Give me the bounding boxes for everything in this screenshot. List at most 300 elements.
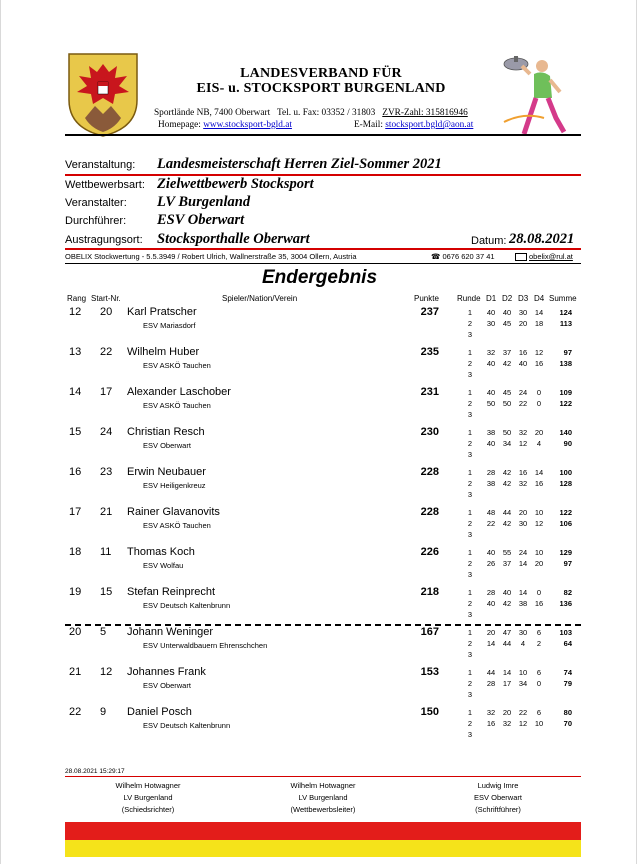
round-d2-value: 50 bbox=[502, 428, 512, 437]
round-d1-value: 40 bbox=[486, 308, 496, 317]
round-number: 2 bbox=[467, 679, 473, 688]
round-d2-value: 44 bbox=[502, 508, 512, 517]
round-row bbox=[1, 388, 637, 399]
result-start-number: 12 bbox=[100, 666, 113, 678]
round-d2-value: 14 bbox=[502, 668, 512, 677]
round-d3-value: 22 bbox=[518, 708, 528, 717]
result-club: ESV Mariasdorf bbox=[143, 321, 196, 330]
round-number: 1 bbox=[467, 508, 473, 517]
round-row bbox=[1, 508, 637, 519]
info-value: LV Burgenland bbox=[157, 194, 251, 210]
round-sum: 82 bbox=[563, 588, 572, 597]
homepage-link[interactable]: www.stocksport-bgld.at bbox=[203, 120, 292, 130]
signature-name: Wilhelm Hotwagner bbox=[115, 781, 181, 790]
round-d1-value: 40 bbox=[486, 548, 496, 557]
result-entry bbox=[1, 346, 637, 386]
round-d4-value: 6 bbox=[536, 628, 542, 637]
round-d4-value: 0 bbox=[536, 399, 542, 408]
round-number: 1 bbox=[467, 628, 473, 637]
header-round: Runde bbox=[457, 294, 481, 303]
round-d4-value: 0 bbox=[536, 588, 542, 597]
result-entry bbox=[1, 386, 637, 426]
result-points: 231 bbox=[420, 386, 439, 398]
round-number: 3 bbox=[467, 490, 473, 499]
info-label: Veranstalter: bbox=[65, 197, 127, 209]
result-player-name: Johannes Frank bbox=[127, 666, 206, 678]
federation-address bbox=[154, 108, 468, 118]
round-number: 1 bbox=[467, 308, 473, 317]
homepage-label: Homepage: bbox=[158, 120, 201, 130]
round-number: 1 bbox=[467, 548, 473, 557]
header-d1: D1 bbox=[486, 294, 497, 303]
round-d4-value: 14 bbox=[534, 308, 544, 317]
round-number: 3 bbox=[467, 730, 473, 739]
result-club: ESV Heiligenkreuz bbox=[143, 481, 206, 490]
title-line-2: EIS- u. STOCKSPORT BURGENLAND bbox=[196, 81, 446, 96]
round-row bbox=[1, 479, 637, 490]
round-row bbox=[1, 548, 637, 559]
round-number: 2 bbox=[467, 599, 473, 608]
round-d2-value: 42 bbox=[502, 468, 512, 477]
obelix-email bbox=[515, 252, 573, 261]
header-player: Spieler/Nation/Verein bbox=[222, 294, 298, 303]
result-start-number: 20 bbox=[100, 306, 113, 318]
round-number: 1 bbox=[467, 588, 473, 597]
round-d1-value: 28 bbox=[486, 588, 496, 597]
round-d3-value: 30 bbox=[518, 308, 528, 317]
round-d1-value: 50 bbox=[486, 399, 496, 408]
round-row bbox=[1, 319, 637, 330]
obelix-credit: OBELIX Stockwertung - 5.5.3949 / Robert Ulrich, Wallnerstraße 35, 3004 Ollern, Austria bbox=[65, 252, 357, 261]
zvr-text: ZVR-Zahl: 315816946 bbox=[382, 108, 468, 118]
result-points: 150 bbox=[420, 706, 439, 718]
round-row bbox=[1, 708, 637, 719]
header-d3: D3 bbox=[518, 294, 529, 303]
round-row bbox=[1, 679, 637, 690]
round-sum: 140 bbox=[559, 428, 572, 437]
round-d3-value: 40 bbox=[518, 359, 528, 368]
result-player-name: Johann Weninger bbox=[127, 626, 214, 638]
result-start-number: 21 bbox=[100, 506, 113, 518]
result-rank: 20 bbox=[69, 626, 82, 638]
round-d3-value: 4 bbox=[520, 639, 526, 648]
round-d4-value: 2 bbox=[536, 639, 542, 648]
round-d2-value: 34 bbox=[502, 439, 512, 448]
round-d4-value: 10 bbox=[534, 548, 544, 557]
round-d3-value: 32 bbox=[518, 428, 528, 437]
round-sum: 90 bbox=[563, 439, 572, 448]
round-sum: 129 bbox=[559, 548, 572, 557]
result-start-number: 5 bbox=[100, 626, 107, 638]
result-club: ESV ASKÖ Tauchen bbox=[143, 521, 211, 530]
round-d2-value: 42 bbox=[502, 599, 512, 608]
result-rank: 14 bbox=[69, 386, 82, 398]
round-d3-value: 22 bbox=[518, 399, 528, 408]
round-row bbox=[1, 490, 637, 501]
round-number: 3 bbox=[467, 370, 473, 379]
round-d3-value: 20 bbox=[518, 319, 528, 328]
info-value: Zielwettbewerb Stocksport bbox=[157, 176, 314, 192]
round-d4-value: 16 bbox=[534, 359, 544, 368]
result-rank: 15 bbox=[69, 426, 82, 438]
result-points: 228 bbox=[420, 506, 439, 518]
result-points: 226 bbox=[420, 546, 439, 558]
result-entry bbox=[1, 426, 637, 466]
round-d4-value: 4 bbox=[536, 439, 542, 448]
round-d4-value: 20 bbox=[534, 559, 544, 568]
round-d4-value: 10 bbox=[534, 719, 544, 728]
round-d1-value: 32 bbox=[486, 348, 496, 357]
email-link[interactable]: stocksport.bgld@aon.at bbox=[385, 120, 474, 130]
round-row bbox=[1, 599, 637, 610]
round-sum: 124 bbox=[559, 308, 572, 317]
round-sum: 100 bbox=[559, 468, 572, 477]
result-points: 228 bbox=[420, 466, 439, 478]
round-number: 1 bbox=[467, 468, 473, 477]
result-player-name: Alexander Laschober bbox=[127, 386, 231, 398]
result-entry bbox=[1, 306, 637, 346]
round-number: 1 bbox=[467, 668, 473, 677]
result-player-name: Wilhelm Huber bbox=[127, 346, 200, 358]
round-d1-value: 38 bbox=[486, 479, 496, 488]
round-sum: 64 bbox=[563, 639, 572, 648]
round-d3-value: 38 bbox=[518, 599, 528, 608]
signature-role: (Schiedsrichter) bbox=[121, 805, 175, 814]
round-d2-value: 45 bbox=[502, 388, 512, 397]
result-entry bbox=[1, 706, 637, 746]
round-number: 2 bbox=[467, 479, 473, 488]
round-d4-value: 12 bbox=[534, 519, 544, 528]
result-rank: 17 bbox=[69, 506, 82, 518]
result-player-name: Christian Resch bbox=[127, 426, 205, 438]
round-row bbox=[1, 610, 637, 621]
result-entry bbox=[1, 666, 637, 706]
result-rank: 22 bbox=[69, 706, 82, 718]
round-number: 3 bbox=[467, 570, 473, 579]
round-d1-value: 26 bbox=[486, 559, 496, 568]
round-d2-value: 50 bbox=[502, 399, 512, 408]
round-sum: 128 bbox=[559, 479, 572, 488]
round-d2-value: 37 bbox=[502, 348, 512, 357]
stocksport-player-illustration bbox=[494, 52, 570, 138]
result-club: ESV Oberwart bbox=[143, 441, 191, 450]
result-player-name: Thomas Koch bbox=[127, 546, 195, 558]
round-number: 2 bbox=[467, 319, 473, 328]
round-number: 3 bbox=[467, 330, 473, 339]
signature-block-competition-lead bbox=[253, 780, 393, 816]
result-points: 218 bbox=[420, 586, 439, 598]
signature-name: Ludwig Imre bbox=[477, 781, 519, 790]
round-d3-value: 30 bbox=[518, 519, 528, 528]
info-row-event bbox=[65, 156, 581, 174]
result-player-name: Rainer Glavanovits bbox=[127, 506, 220, 518]
round-number: 3 bbox=[467, 650, 473, 659]
round-d2-value: 44 bbox=[502, 639, 512, 648]
result-rank: 18 bbox=[69, 546, 82, 558]
round-number: 2 bbox=[467, 719, 473, 728]
round-row bbox=[1, 628, 637, 639]
info-label: Wettbewerbsart: bbox=[65, 179, 145, 191]
round-d3-value: 14 bbox=[518, 559, 528, 568]
round-row bbox=[1, 330, 637, 341]
round-number: 2 bbox=[467, 399, 473, 408]
round-number: 2 bbox=[467, 359, 473, 368]
result-start-number: 23 bbox=[100, 466, 113, 478]
result-start-number: 15 bbox=[100, 586, 113, 598]
flag-stripe-red bbox=[65, 822, 581, 840]
round-sum: 79 bbox=[563, 679, 572, 688]
round-number: 3 bbox=[467, 690, 473, 699]
info-label: Durchführer: bbox=[65, 215, 127, 227]
round-sum: 97 bbox=[563, 559, 572, 568]
round-sum: 70 bbox=[563, 719, 572, 728]
round-d4-value: 12 bbox=[534, 348, 544, 357]
result-club: ESV Wolfau bbox=[143, 561, 184, 570]
info-row-organizer bbox=[65, 194, 581, 212]
round-d4-value: 10 bbox=[534, 508, 544, 517]
round-sum: 103 bbox=[559, 628, 572, 637]
email-line bbox=[354, 120, 473, 130]
round-d1-value: 20 bbox=[486, 628, 496, 637]
round-row bbox=[1, 650, 637, 661]
round-row bbox=[1, 588, 637, 599]
info-value: Landesmeisterschaft Herren Ziel-Sommer 2021 bbox=[157, 156, 442, 172]
round-number: 3 bbox=[467, 610, 473, 619]
round-row bbox=[1, 468, 637, 479]
footer-divider bbox=[65, 776, 581, 777]
document-title: Endergebnis bbox=[261, 267, 378, 288]
round-d3-value: 24 bbox=[518, 388, 528, 397]
date-value: 28.08.2021 bbox=[509, 231, 575, 247]
result-rank: 19 bbox=[69, 586, 82, 598]
obelix-phone-number: 0676 620 37 41 bbox=[442, 252, 495, 261]
round-d3-value: 24 bbox=[518, 548, 528, 557]
round-row bbox=[1, 399, 637, 410]
result-points: 230 bbox=[420, 426, 439, 438]
header-start: Start-Nr. bbox=[91, 294, 121, 303]
info-row-type bbox=[65, 176, 581, 194]
round-d1-value: 48 bbox=[486, 508, 496, 517]
round-row bbox=[1, 359, 637, 370]
signature-org: LV Burgenland bbox=[298, 793, 348, 802]
flag-stripe-yellow bbox=[65, 840, 581, 857]
round-d1-value: 22 bbox=[486, 519, 496, 528]
signature-block-referee bbox=[78, 780, 218, 816]
result-points: 235 bbox=[420, 346, 439, 358]
round-number: 2 bbox=[467, 519, 473, 528]
round-sum: 136 bbox=[559, 599, 572, 608]
round-d3-value: 12 bbox=[518, 719, 528, 728]
round-row bbox=[1, 690, 637, 701]
address-text: Sportlände NB, 7400 Oberwart bbox=[154, 108, 271, 118]
obelix-phone bbox=[431, 252, 495, 261]
round-d1-value: 28 bbox=[486, 468, 496, 477]
round-sum: 106 bbox=[559, 519, 572, 528]
result-club: ESV ASKÖ Tauchen bbox=[143, 361, 211, 370]
result-start-number: 22 bbox=[100, 346, 113, 358]
round-d1-value: 40 bbox=[486, 599, 496, 608]
round-d1-value: 40 bbox=[486, 388, 496, 397]
round-number: 1 bbox=[467, 708, 473, 717]
round-d3-value: 10 bbox=[518, 668, 528, 677]
round-d2-value: 37 bbox=[502, 559, 512, 568]
round-row bbox=[1, 348, 637, 359]
round-d2-value: 40 bbox=[502, 308, 512, 317]
result-points: 167 bbox=[420, 626, 439, 638]
round-d2-value: 55 bbox=[502, 548, 512, 557]
signature-block-secretary bbox=[428, 780, 568, 816]
round-d4-value: 6 bbox=[536, 668, 542, 677]
phone-icon: ☎ bbox=[431, 252, 441, 261]
header-d4: D4 bbox=[534, 294, 545, 303]
envelope-icon bbox=[515, 253, 527, 261]
obelix-divider bbox=[65, 263, 581, 264]
round-number: 3 bbox=[467, 530, 473, 539]
result-rank: 21 bbox=[69, 666, 82, 678]
phone-fax-text: Tel. u. Fax: 03352 / 31803 bbox=[277, 108, 376, 118]
round-sum: 109 bbox=[559, 388, 572, 397]
round-d2-value: 20 bbox=[502, 708, 512, 717]
round-number: 1 bbox=[467, 428, 473, 437]
qualification-cut-line bbox=[65, 624, 581, 626]
round-row bbox=[1, 730, 637, 741]
round-d3-value: 34 bbox=[518, 679, 528, 688]
result-entry bbox=[1, 506, 637, 546]
info-value: Stocksporthalle Oberwart bbox=[157, 231, 310, 247]
round-d2-value: 42 bbox=[502, 479, 512, 488]
round-d1-value: 16 bbox=[486, 719, 496, 728]
result-player-name: Karl Pratscher bbox=[127, 306, 197, 318]
round-d1-value: 30 bbox=[486, 319, 496, 328]
round-number: 1 bbox=[467, 388, 473, 397]
round-d4-value: 20 bbox=[534, 428, 544, 437]
homepage-line bbox=[158, 120, 292, 130]
result-club: ESV ASKÖ Tauchen bbox=[143, 401, 211, 410]
result-entry bbox=[1, 626, 637, 666]
info-value: ESV Oberwart bbox=[157, 212, 245, 228]
header-sum: Summe bbox=[549, 294, 577, 303]
result-club: ESV Deutsch Kaltenbrunn bbox=[143, 601, 231, 610]
round-number: 2 bbox=[467, 439, 473, 448]
round-d2-value: 17 bbox=[502, 679, 512, 688]
round-row bbox=[1, 439, 637, 450]
header-d2: D2 bbox=[502, 294, 513, 303]
signature-org: LV Burgenland bbox=[123, 793, 173, 802]
round-d4-value: 6 bbox=[536, 708, 542, 717]
round-row bbox=[1, 570, 637, 581]
header-points: Punkte bbox=[414, 294, 439, 303]
round-d1-value: 40 bbox=[486, 439, 496, 448]
result-start-number: 11 bbox=[100, 546, 112, 558]
round-d4-value: 16 bbox=[534, 599, 544, 608]
header-divider bbox=[65, 134, 581, 136]
result-player-name: Erwin Neubauer bbox=[127, 466, 206, 478]
round-row bbox=[1, 559, 637, 570]
signature-org: ESV Oberwart bbox=[474, 793, 522, 802]
signature-role: (Schriftführer) bbox=[475, 805, 521, 814]
round-sum: 138 bbox=[559, 359, 572, 368]
round-row bbox=[1, 668, 637, 679]
result-points: 237 bbox=[420, 306, 439, 318]
burgenland-crest-logo bbox=[67, 52, 139, 138]
round-d1-value: 38 bbox=[486, 428, 496, 437]
result-entry bbox=[1, 546, 637, 586]
round-d4-value: 18 bbox=[534, 319, 544, 328]
info-label: Veranstaltung: bbox=[65, 159, 136, 171]
round-d3-value: 32 bbox=[518, 479, 528, 488]
round-number: 1 bbox=[467, 348, 473, 357]
round-d3-value: 12 bbox=[518, 439, 528, 448]
round-d2-value: 45 bbox=[502, 319, 512, 328]
result-start-number: 17 bbox=[100, 386, 113, 398]
round-d3-value: 30 bbox=[518, 628, 528, 637]
round-d1-value: 40 bbox=[486, 359, 496, 368]
result-entry bbox=[1, 586, 637, 626]
email-label: E-Mail: bbox=[354, 120, 383, 130]
header-rang: Rang bbox=[67, 294, 87, 303]
round-d2-value: 40 bbox=[502, 588, 512, 597]
round-d3-value: 16 bbox=[518, 348, 528, 357]
date-label: Datum: bbox=[471, 235, 507, 247]
round-number: 3 bbox=[467, 410, 473, 419]
round-row bbox=[1, 639, 637, 650]
result-club: ESV Unterwaldbauern Ehrenschchen bbox=[143, 641, 268, 650]
info-row-host bbox=[65, 212, 581, 230]
federation-title bbox=[191, 66, 451, 96]
result-start-number: 24 bbox=[100, 426, 113, 438]
round-number: 2 bbox=[467, 559, 473, 568]
result-rank: 12 bbox=[69, 306, 82, 318]
round-row bbox=[1, 370, 637, 381]
result-rank: 13 bbox=[69, 346, 82, 358]
round-d2-value: 42 bbox=[502, 519, 512, 528]
round-row bbox=[1, 410, 637, 421]
round-sum: 122 bbox=[559, 508, 572, 517]
round-d1-value: 32 bbox=[486, 708, 496, 717]
signature-name: Wilhelm Hotwagner bbox=[290, 781, 356, 790]
info-label: Austragungsort: bbox=[65, 234, 143, 246]
round-row bbox=[1, 719, 637, 730]
round-d4-value: 14 bbox=[534, 468, 544, 477]
title-line-1: LANDESVERBAND FÜR bbox=[240, 66, 402, 81]
round-row bbox=[1, 308, 637, 319]
round-d1-value: 14 bbox=[486, 639, 496, 648]
round-sum: 122 bbox=[559, 399, 572, 408]
round-row bbox=[1, 519, 637, 530]
round-d1-value: 44 bbox=[486, 668, 496, 677]
signature-role: (Wettbewerbsleiter) bbox=[290, 805, 356, 814]
round-d4-value: 0 bbox=[536, 679, 542, 688]
round-sum: 113 bbox=[559, 319, 572, 328]
round-d3-value: 14 bbox=[518, 588, 528, 597]
round-row bbox=[1, 530, 637, 541]
round-d2-value: 47 bbox=[502, 628, 512, 637]
round-row bbox=[1, 450, 637, 461]
result-points: 153 bbox=[420, 666, 439, 678]
round-d4-value: 0 bbox=[536, 388, 542, 397]
round-d2-value: 32 bbox=[502, 719, 512, 728]
round-sum: 74 bbox=[563, 668, 572, 677]
round-d3-value: 16 bbox=[518, 468, 528, 477]
obelix-email-link[interactable]: obelix@rul.at bbox=[529, 252, 573, 261]
round-d3-value: 20 bbox=[518, 508, 528, 517]
round-row bbox=[1, 428, 637, 439]
print-timestamp: 28.08.2021 15:29:17 bbox=[65, 768, 125, 775]
info-bottom-divider bbox=[65, 248, 581, 250]
round-d2-value: 42 bbox=[502, 359, 512, 368]
result-club: ESV Oberwart bbox=[143, 681, 191, 690]
result-entry bbox=[1, 466, 637, 506]
